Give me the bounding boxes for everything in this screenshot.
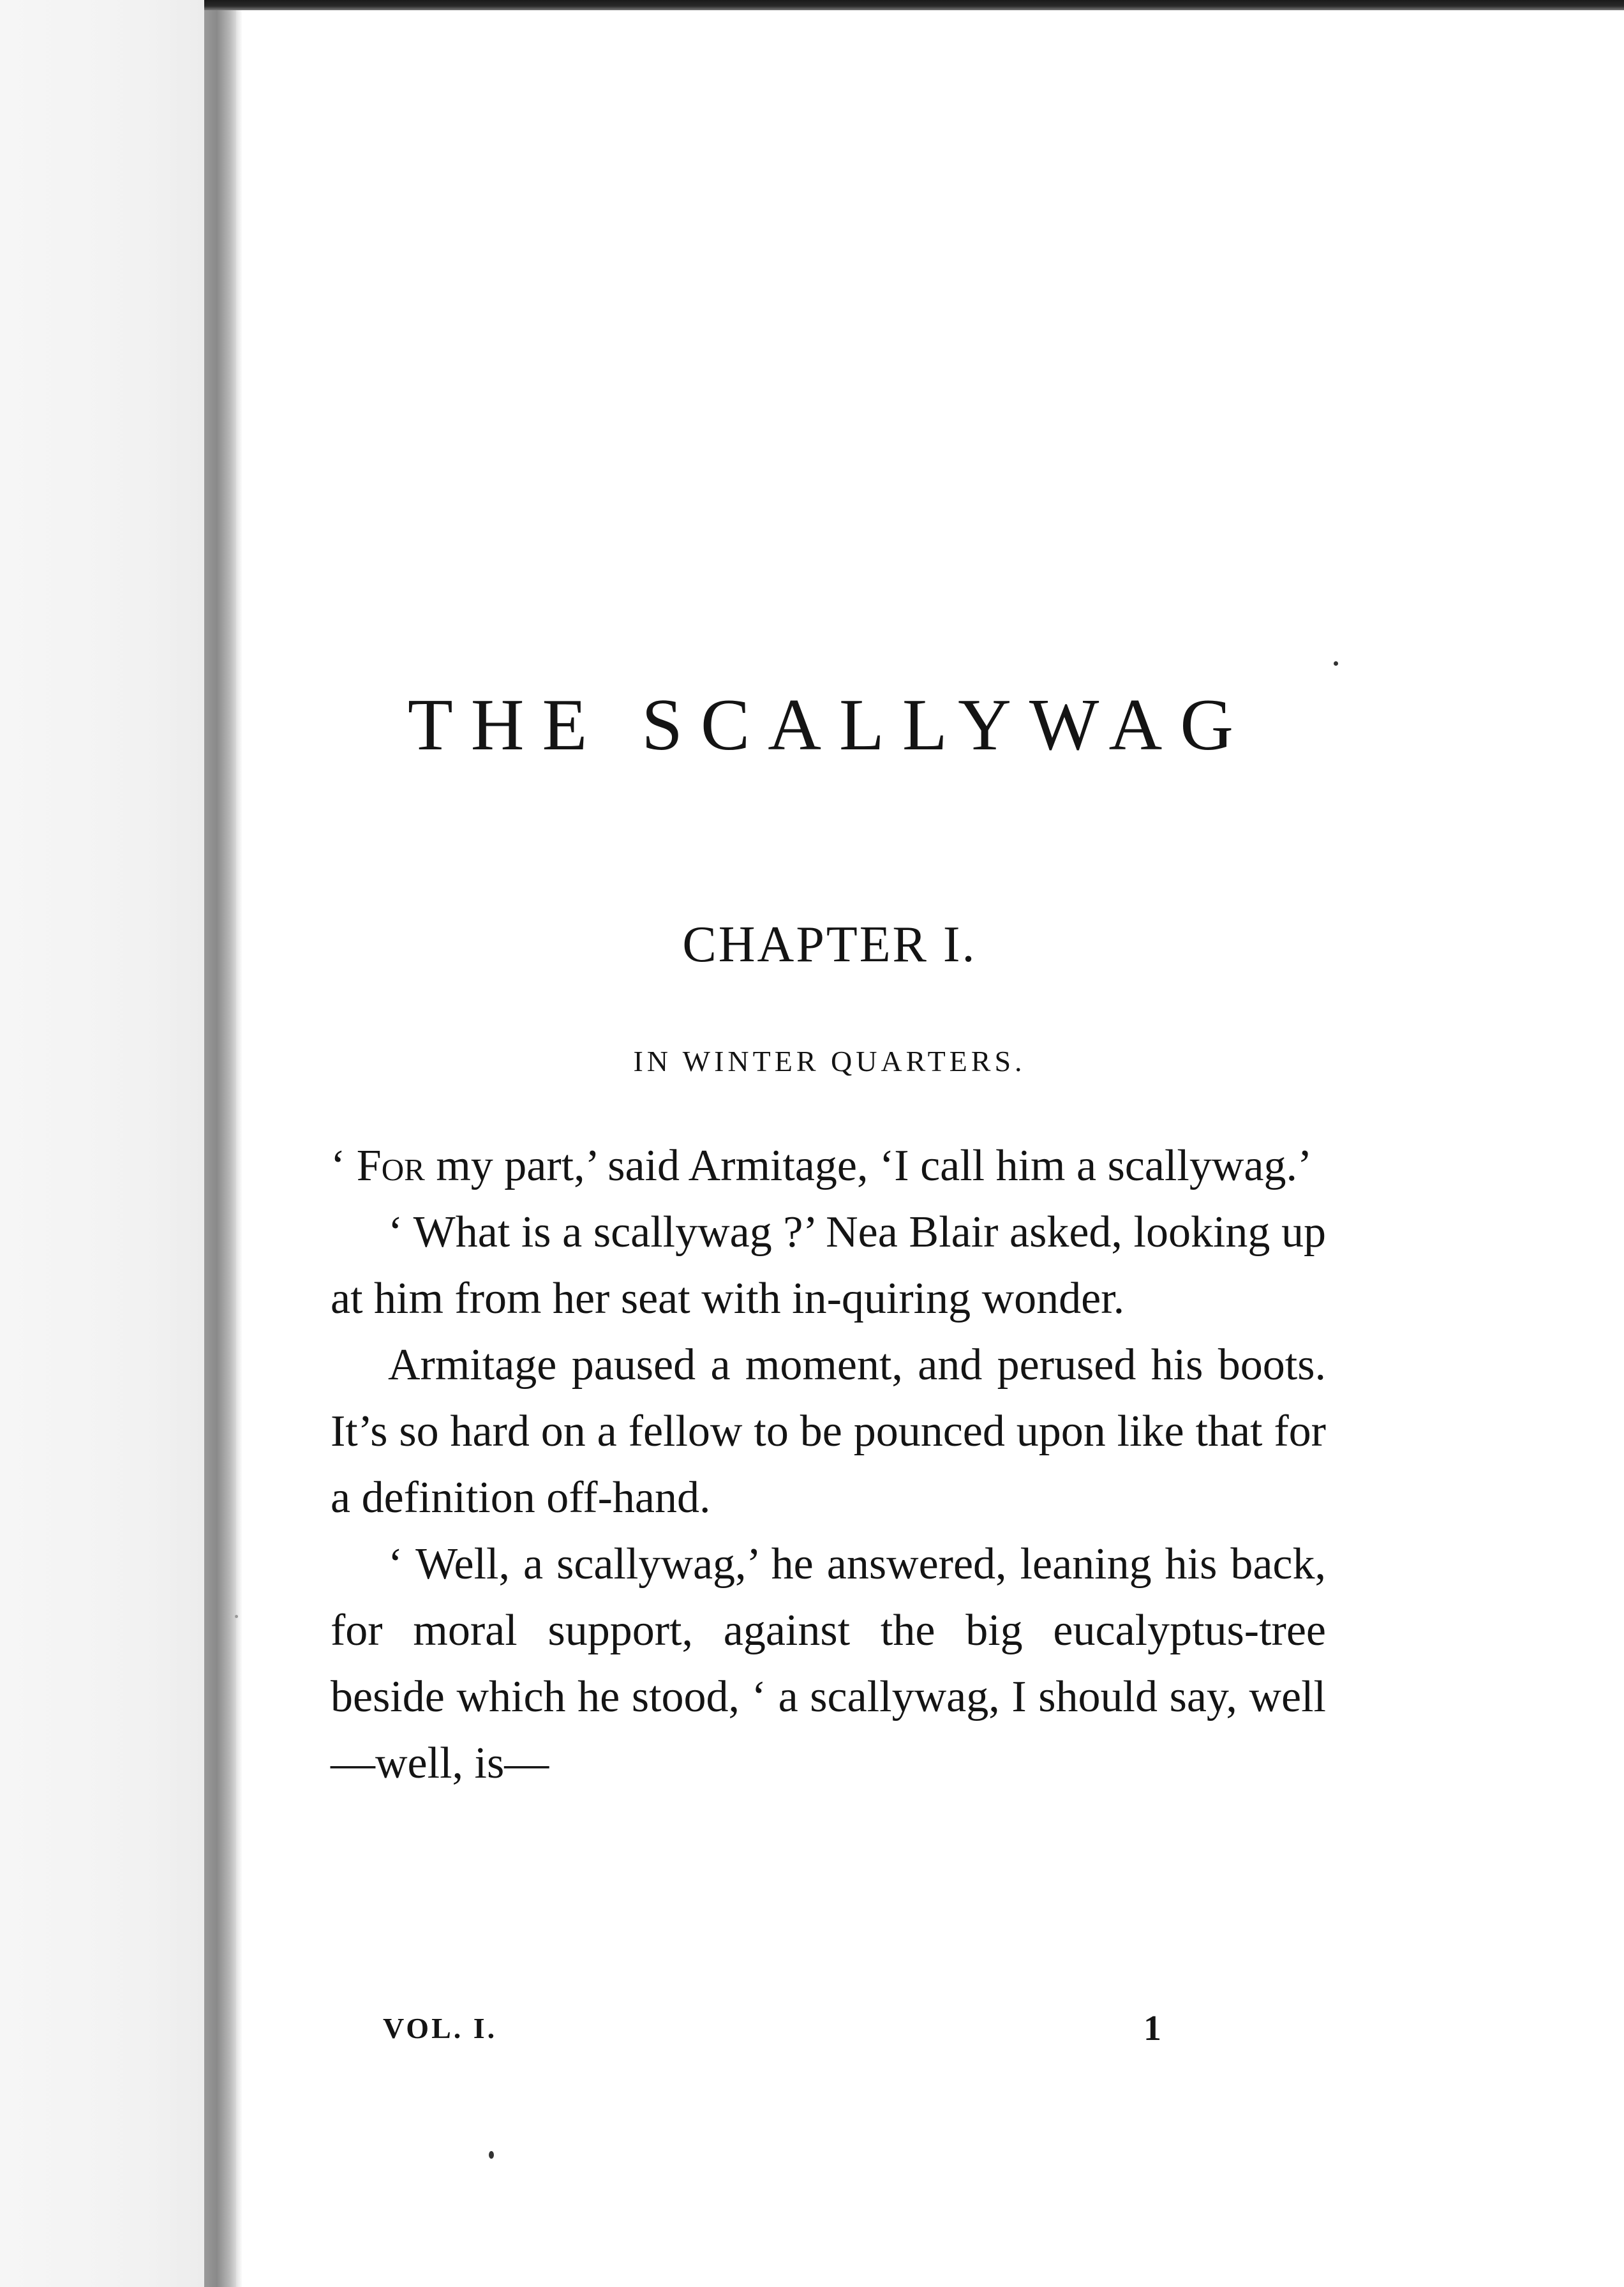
book-title: THE SCALLYWAG [407, 684, 1252, 766]
paragraph [331, 1133, 1326, 1199]
paragraph: Armitage paused a moment, and perused his boots. It’s so hard on a fellow to be pounced upon like that for a definition off-hand. [331, 1340, 1326, 1522]
page-number: 1 [1144, 2009, 1161, 2048]
paragraph-text: my part,’ said Armitage, ‘I call him a scallywag.’ [424, 1141, 1313, 1190]
paragraph: ‘ Well, a scallywag,’ he answered, leaning his back, for moral support, against the big eucalyptus-tree beside which he stood, ‘ a scallywag, I should say, well—well, is— [331, 1540, 1326, 1788]
chapter-heading: CHAPTER I. [682, 917, 977, 973]
scan-speck [235, 1615, 238, 1618]
scan-top-edge [204, 0, 1624, 10]
scan-speck [489, 2151, 494, 2159]
volume-signature: VOL. I. [383, 2012, 498, 2044]
body-text [331, 1133, 1326, 1797]
paragraph-opening: ‘ For [331, 1141, 425, 1190]
paragraph: ‘ What is a scallywag ?’ Nea Blair asked, looking up at him from her seat with in-quiring wonder. [331, 1208, 1326, 1323]
binding-gutter-edge [236, 0, 242, 2287]
scan-speck [1334, 661, 1338, 666]
chapter-subtitle: IN WINTER QUARTERS. [633, 1045, 1026, 1077]
page-footer [383, 2009, 1161, 2048]
binding-gutter-shadow [204, 0, 236, 2287]
scan-margin-left [0, 0, 204, 2287]
